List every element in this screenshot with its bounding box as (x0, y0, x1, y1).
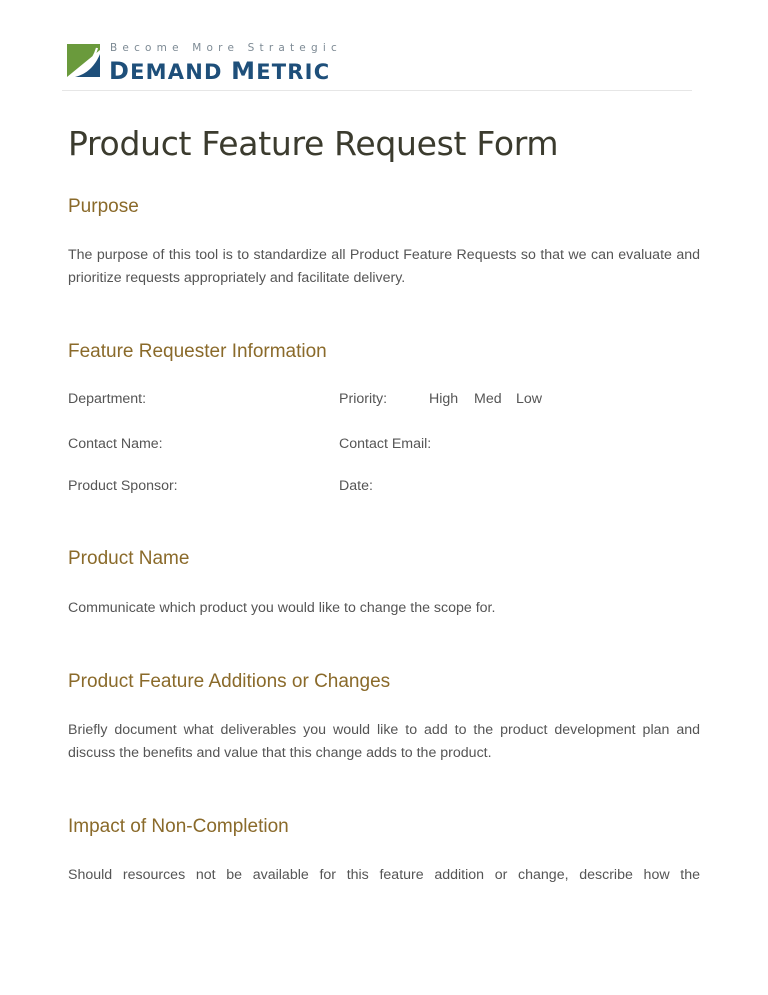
brand-etric: ETRIC (256, 60, 331, 84)
department-label: Department: (68, 391, 147, 407)
purpose-text: The purpose of this tool is to standardize all Product Feature Requests so that we can evaluate and prioritize requests appropriately and facilitate delivery. (68, 247, 700, 286)
requester-heading: Feature Requester Information (68, 341, 327, 362)
demand-metric-logo (67, 42, 367, 85)
header-divider (62, 90, 692, 91)
brand-d: D (109, 57, 131, 85)
product-sponsor-label: Product Sponsor: (68, 478, 178, 494)
priority-med-option[interactable]: Med (474, 391, 502, 407)
brand-emand: EMAND (130, 60, 232, 84)
product-name-text: Communicate which product you would like to change the scope for. (68, 600, 496, 616)
purpose-heading: Purpose (68, 196, 139, 217)
priority-low-option[interactable]: Low (516, 391, 543, 407)
product-name-heading: Product Name (68, 548, 190, 569)
logo-tagline: Become More Strategic (110, 42, 342, 54)
impact-heading: Impact of Non-Completion (68, 816, 289, 837)
contact-name-label: Contact Name: (68, 436, 163, 452)
logo-mark-icon (67, 44, 100, 77)
page-title: Product Feature Request Form (68, 124, 559, 163)
impact-text: Should resources not be available for this feature addition or change, describe how the (68, 867, 700, 883)
date-label: Date: (339, 478, 373, 494)
priority-high-option[interactable]: High (429, 391, 459, 407)
logo-wordmark (109, 57, 330, 85)
additions-heading: Product Feature Additions or Changes (68, 671, 391, 692)
contact-email-label: Contact Email: (339, 436, 432, 452)
additions-text: Briefly document what deliverables you would like to add to the product development plan and discuss the benefits and value that this change adds to the product. (68, 722, 700, 761)
brand-m: M (231, 57, 257, 85)
priority-label: Priority: (339, 391, 388, 407)
